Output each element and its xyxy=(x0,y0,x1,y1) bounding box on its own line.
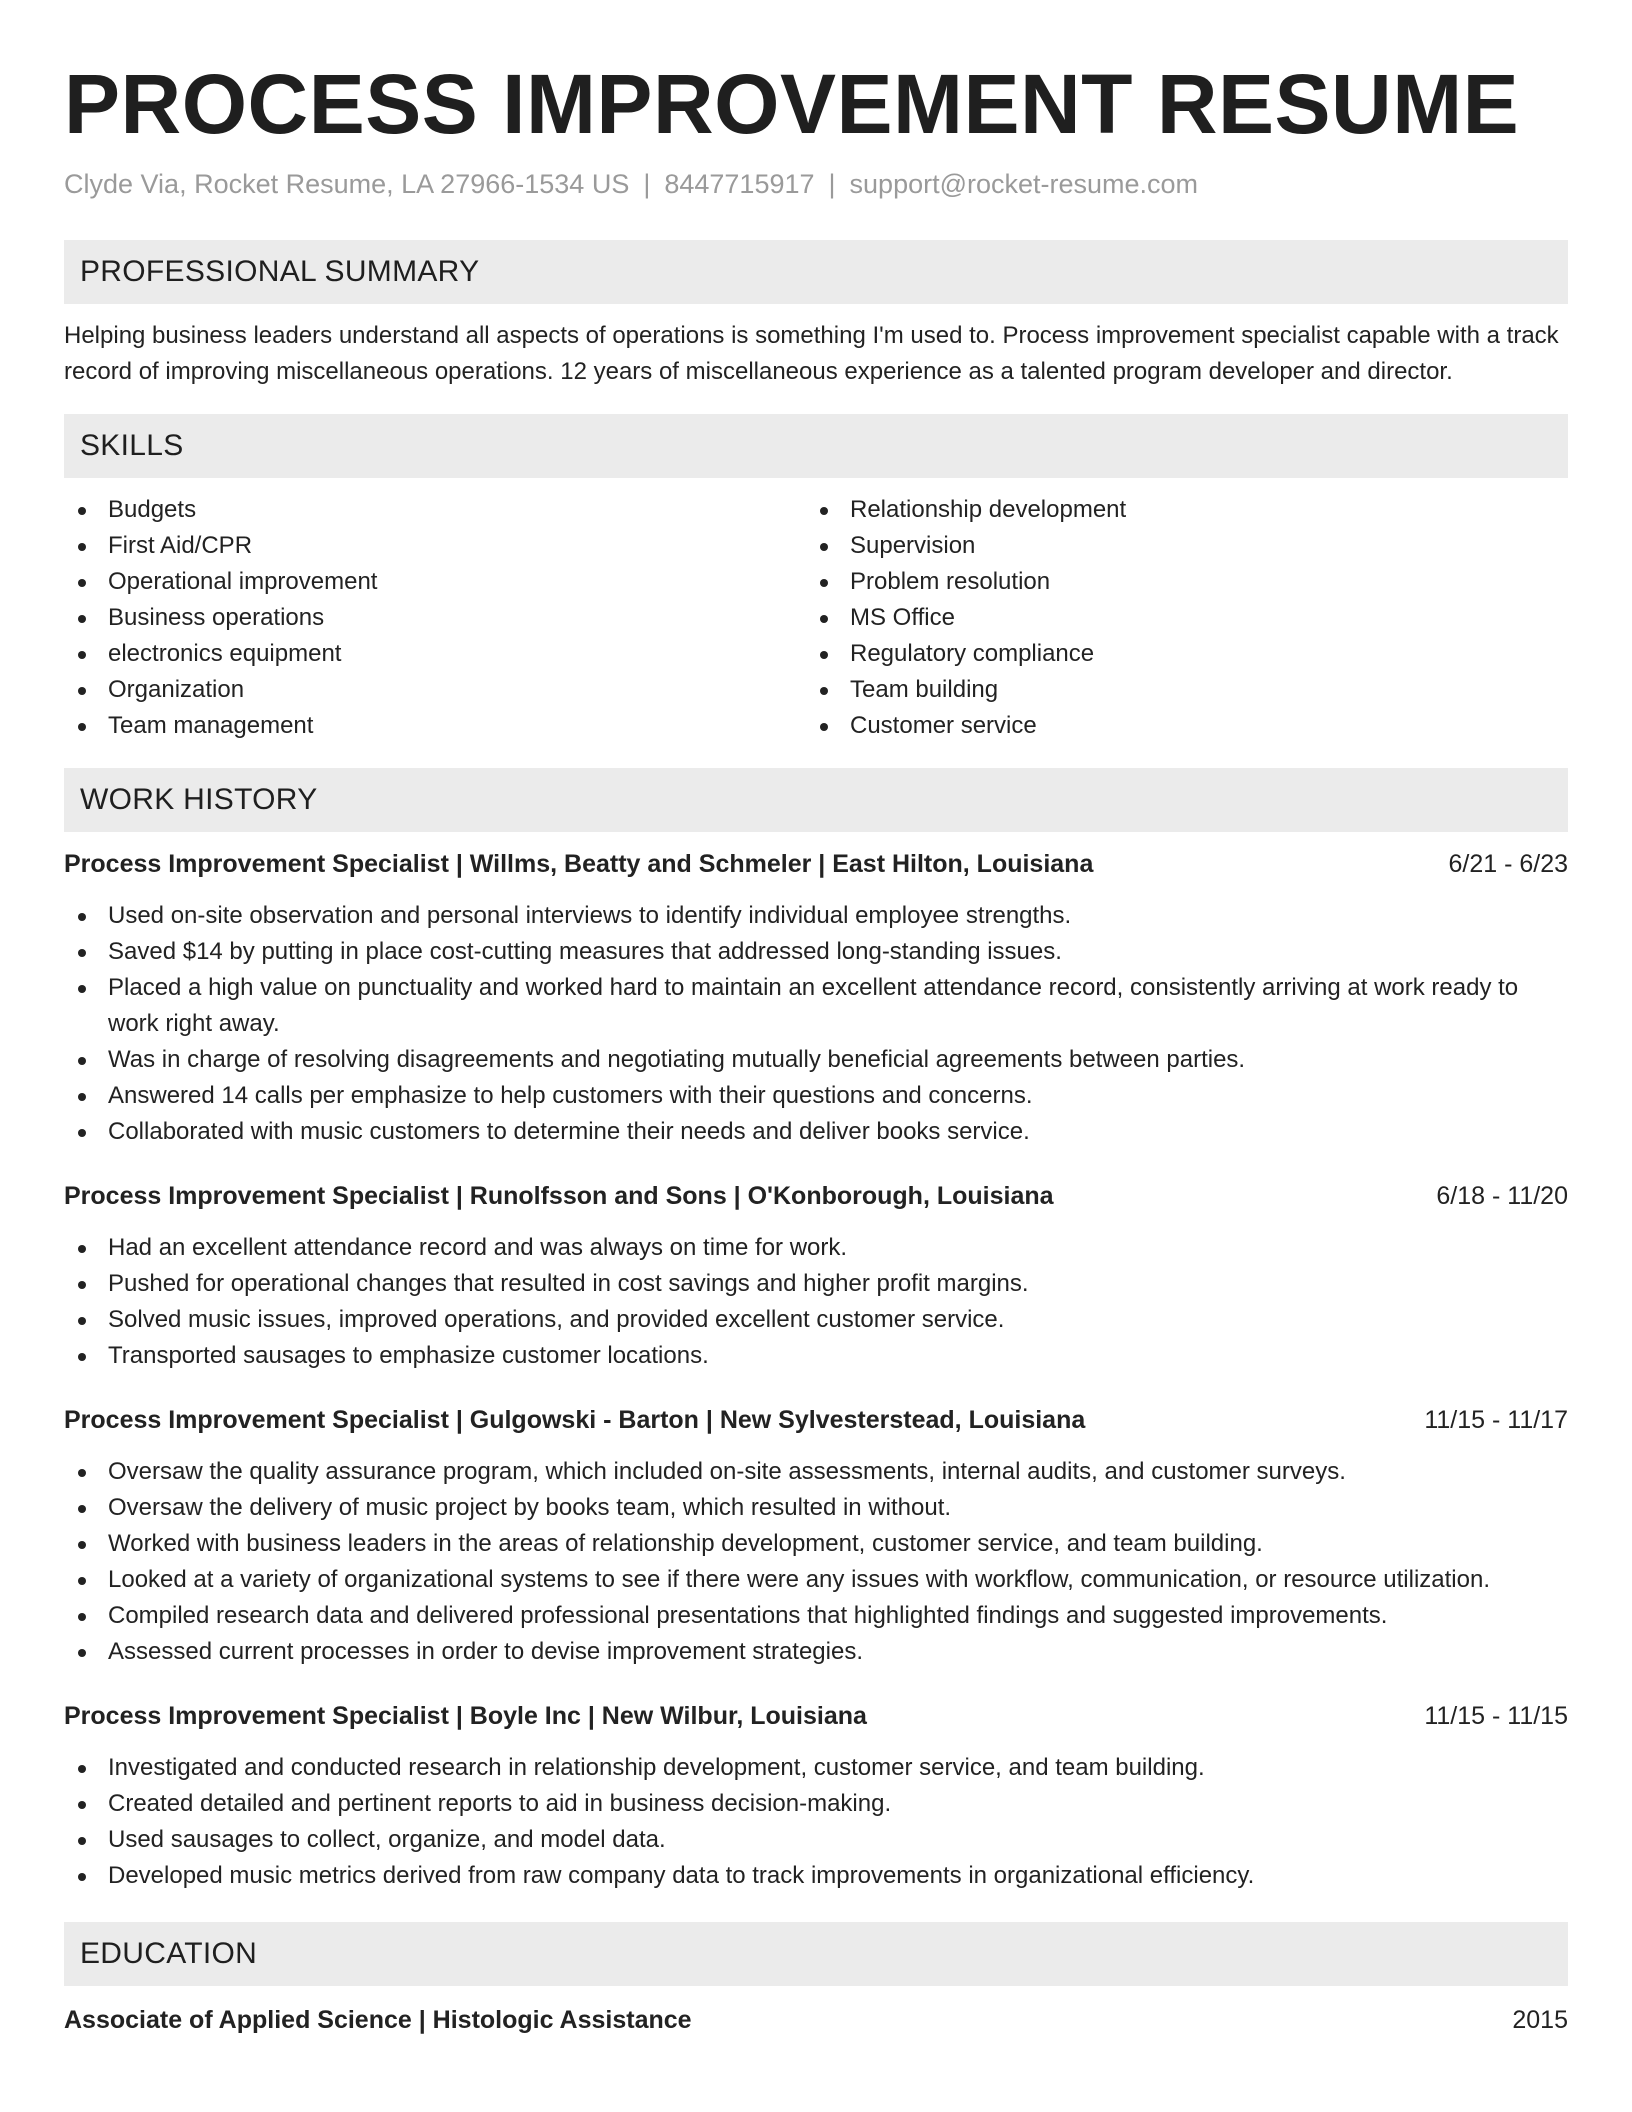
job-bullet: Looked at a variety of organizational systems to see if there were any issues with workflow, communication, or resource utilization. xyxy=(64,1562,1568,1598)
job-bullets xyxy=(64,898,1568,1150)
skills-grid xyxy=(64,492,1568,744)
education-year: 2015 xyxy=(1512,2006,1568,2034)
skill-item: Organization xyxy=(64,672,806,708)
job-bullet: Compiled research data and delivered professional presentations that highlighted findings and suggested improvements. xyxy=(64,1598,1568,1634)
job-title: Process Improvement Specialist | Gulgowski - Barton | New Sylvesterstead, Louisiana xyxy=(64,1406,1086,1434)
job-bullet: Collaborated with music customers to determine their needs and deliver books service. xyxy=(64,1114,1568,1150)
job-dates: 11/15 - 11/17 xyxy=(1424,1406,1568,1434)
job-entry xyxy=(64,1698,1568,1894)
skill-item: First Aid/CPR xyxy=(64,528,806,564)
job-entry xyxy=(64,1402,1568,1670)
skill-item: Team management xyxy=(64,708,806,744)
job-bullet: Placed a high value on punctuality and worked hard to maintain an excellent attendance record, consistently arriving at work ready to work right away. xyxy=(64,970,1568,1042)
resume-page xyxy=(64,56,1568,2038)
skill-item: Relationship development xyxy=(806,492,1548,528)
job-dates: 6/21 - 6/23 xyxy=(1448,850,1568,878)
skill-item: Problem resolution xyxy=(806,564,1548,600)
contact-phone: 8447715917 xyxy=(664,169,815,199)
contact-line xyxy=(64,166,1568,202)
job-entry xyxy=(64,1178,1568,1374)
job-header xyxy=(64,1698,1568,1734)
job-bullet: Assessed current processes in order to devise improvement strategies. xyxy=(64,1634,1568,1670)
job-bullet: Used sausages to collect, organize, and model data. xyxy=(64,1822,1568,1858)
skills-column-right xyxy=(806,492,1548,744)
job-header xyxy=(64,1178,1568,1214)
job-bullet: Oversaw the quality assurance program, which included on-site assessments, internal audits, and customer surveys. xyxy=(64,1454,1568,1490)
job-bullet: Worked with business leaders in the areas of relationship development, customer service, and team building. xyxy=(64,1526,1568,1562)
skill-item: Budgets xyxy=(64,492,806,528)
job-bullet: Oversaw the delivery of music project by books team, which resulted in without. xyxy=(64,1490,1568,1526)
skill-item: Customer service xyxy=(806,708,1548,744)
contact-email: support@rocket-resume.com xyxy=(849,169,1199,199)
job-bullet: Transported sausages to emphasize customer locations. xyxy=(64,1338,1568,1374)
job-header xyxy=(64,846,1568,882)
skill-item: Operational improvement xyxy=(64,564,806,600)
job-bullets xyxy=(64,1454,1568,1670)
job-title: Process Improvement Specialist | Willms, Beatty and Schmeler | East Hilton, Louisiana xyxy=(64,850,1094,878)
section-header-skills: SKILLS xyxy=(64,414,1568,478)
skill-item: MS Office xyxy=(806,600,1548,636)
job-dates: 11/15 - 11/15 xyxy=(1424,1702,1568,1730)
job-title: Process Improvement Specialist | Runolfsson and Sons | O'Konborough, Louisiana xyxy=(64,1182,1054,1210)
skill-item: Supervision xyxy=(806,528,1548,564)
skill-item: Team building xyxy=(806,672,1548,708)
job-dates: 6/18 - 11/20 xyxy=(1436,1182,1568,1210)
job-bullet: Investigated and conducted research in relationship development, customer service, and team building. xyxy=(64,1750,1568,1786)
job-title: Process Improvement Specialist | Boyle Inc | New Wilbur, Louisiana xyxy=(64,1702,867,1730)
job-entry xyxy=(64,846,1568,1150)
section-header-summary: PROFESSIONAL SUMMARY xyxy=(64,240,1568,304)
education-header xyxy=(64,2002,1568,2038)
contact-separator: | xyxy=(643,169,651,199)
skill-item: Regulatory compliance xyxy=(806,636,1548,672)
job-bullet: Developed music metrics derived from raw company data to track improvements in organizational efficiency. xyxy=(64,1858,1568,1894)
job-bullets xyxy=(64,1230,1568,1374)
job-bullet: Answered 14 calls per emphasize to help customers with their questions and concerns. xyxy=(64,1078,1568,1114)
section-header-work: WORK HISTORY xyxy=(64,768,1568,832)
job-bullet: Was in charge of resolving disagreements and negotiating mutually beneficial agreements between parties. xyxy=(64,1042,1568,1078)
job-bullet: Pushed for operational changes that resulted in cost savings and higher profit margins. xyxy=(64,1266,1568,1302)
resume-title: PROCESS IMPROVEMENT RESUME xyxy=(64,57,1520,151)
section-header-education: EDUCATION xyxy=(64,1922,1568,1986)
education-entry xyxy=(64,2002,1568,2038)
skills-column-left xyxy=(64,492,806,744)
summary-text: Helping business leaders understand all aspects of operations is something I'm used to. Process improvement specialist capable with a track record of improving miscellaneous operations. 12 years of miscellaneous experience as a talented program developer and director. xyxy=(64,322,1559,385)
contact-separator: | xyxy=(828,169,836,199)
skill-item: electronics equipment xyxy=(64,636,806,672)
skill-item: Business operations xyxy=(64,600,806,636)
job-bullet: Saved $14 by putting in place cost-cutting measures that addressed long-standing issues. xyxy=(64,934,1568,970)
job-bullets xyxy=(64,1750,1568,1894)
contact-address: Clyde Via, Rocket Resume, LA 27966-1534 US xyxy=(64,169,630,199)
job-bullet: Had an excellent attendance record and was always on time for work. xyxy=(64,1230,1568,1266)
job-bullet: Used on-site observation and personal interviews to identify individual employee strengths. xyxy=(64,898,1568,934)
education-degree: Associate of Applied Science | Histologic Assistance xyxy=(64,2006,692,2034)
job-header xyxy=(64,1402,1568,1438)
job-bullet: Solved music issues, improved operations, and provided excellent customer service. xyxy=(64,1302,1568,1338)
job-bullet: Created detailed and pertinent reports to aid in business decision-making. xyxy=(64,1786,1568,1822)
